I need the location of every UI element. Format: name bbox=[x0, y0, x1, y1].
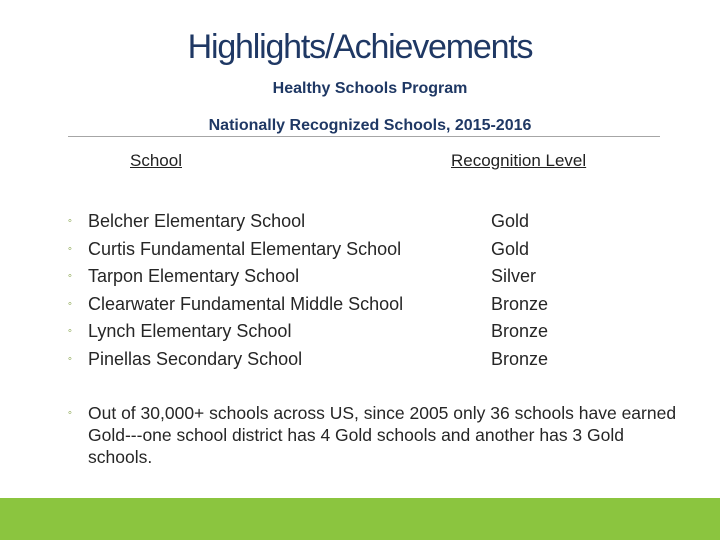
footer-accent-bar bbox=[0, 498, 720, 540]
recognition-level: Bronze bbox=[491, 293, 549, 314]
school-name: Tarpon Elementary School bbox=[88, 266, 300, 287]
recognition-level: Bronze bbox=[491, 348, 549, 369]
program-subtitle: Healthy Schools Program bbox=[272, 80, 468, 97]
school-column-header: School bbox=[130, 151, 182, 170]
gold-statistics-note bbox=[68, 402, 678, 468]
heading-divider bbox=[68, 136, 660, 137]
school-name: Curtis Fundamental Elementary School bbox=[88, 238, 402, 259]
school-name: Belcher Elementary School bbox=[88, 211, 306, 231]
school-name: Lynch Elementary School bbox=[88, 321, 292, 342]
list-item bbox=[68, 208, 403, 236]
bullet-icon: ◦ bbox=[68, 407, 72, 419]
list-item bbox=[68, 291, 403, 319]
page-title: Highlights/Achievements bbox=[187, 28, 533, 66]
note-text: Out of 30,000+ schools across US, since 2005 only 36 schools have earned Gold---one school district has 4 Gold schools and another has 3 Gold schools. bbox=[88, 403, 677, 467]
list-item bbox=[68, 346, 403, 374]
bullet-icon: ◦ bbox=[68, 270, 72, 283]
list-item bbox=[68, 236, 403, 264]
school-name: Clearwater Fundamental Middle School bbox=[88, 293, 404, 314]
recognition-level: Silver bbox=[491, 266, 537, 287]
recognition-level-column-header: Recognition Level bbox=[451, 151, 587, 170]
recognition-level: Bronze bbox=[491, 321, 549, 342]
list-item bbox=[68, 263, 403, 291]
bullet-icon: ◦ bbox=[68, 325, 72, 338]
bullet-icon: ◦ bbox=[68, 297, 72, 310]
recognition-level: Gold bbox=[491, 238, 530, 259]
bullet-icon: ◦ bbox=[68, 242, 72, 255]
list-item bbox=[68, 318, 403, 346]
school-name: Pinellas Secondary School bbox=[88, 348, 303, 369]
recognition-level: Gold bbox=[491, 211, 530, 231]
bullet-icon: ◦ bbox=[68, 215, 72, 227]
section-heading: Nationally Recognized Schools, 2015-2016 bbox=[208, 117, 532, 134]
school-list bbox=[68, 208, 403, 374]
bullet-icon: ◦ bbox=[68, 352, 72, 365]
recognition-level-list bbox=[491, 208, 548, 374]
